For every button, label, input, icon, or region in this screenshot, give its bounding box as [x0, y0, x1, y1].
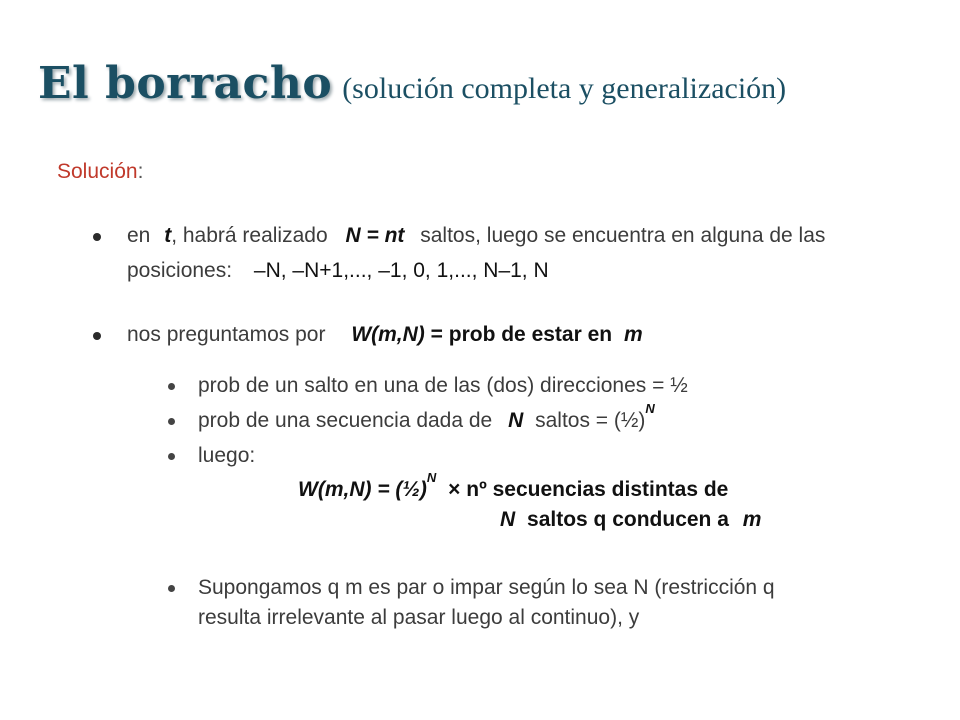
sub4-line1: Supongamos q m es par o impar según lo sea N (restricción q — [198, 576, 775, 599]
solucion-text: Solución — [57, 160, 138, 183]
title-subtitle: (solución completa y generalización) — [342, 72, 787, 105]
sub-bullet-dot — [168, 383, 175, 390]
bullet1-en: en — [127, 224, 151, 247]
var-N: N — [508, 409, 524, 432]
slide-title — [38, 58, 786, 109]
var-m: m — [623, 323, 643, 346]
solucion-label — [57, 160, 143, 184]
formula-exponent: N — [426, 470, 437, 485]
eq-W: W(m,N) — [351, 323, 425, 346]
bullet1-posiciones: posiciones: — [127, 259, 233, 282]
sub-bullet-dot — [168, 585, 175, 592]
sub-bullet-dot — [168, 418, 175, 425]
sub3-line: luego: — [198, 444, 256, 467]
eq-N-nt: N = nt — [345, 224, 405, 247]
bullet1-line2 — [127, 259, 549, 283]
bullet-dot — [93, 233, 101, 241]
formula-line1 — [298, 470, 729, 502]
title-main: El borracho — [38, 58, 333, 109]
var-t: t — [164, 224, 172, 247]
formula-saltos: saltos q conducen a — [527, 508, 729, 531]
formula-m: m — [742, 508, 762, 531]
sub1-line: prob de un salto en una de las (dos) direcciones = ½ — [198, 374, 688, 397]
sub2-exponent: N — [645, 401, 655, 416]
sub4-line2: resulta irrelevante al pasar luego al continuo), y — [198, 606, 640, 629]
formula-N: N — [500, 508, 516, 531]
sub2-saltos: saltos = (½) — [535, 409, 646, 432]
positions-sequence: –N, –N+1,..., –1, 0, 1,..., N–1, N — [253, 259, 549, 282]
bullet2-line — [127, 323, 643, 347]
sub2-line — [198, 401, 655, 433]
bullet2-prob: = prob de estar en — [430, 323, 613, 346]
formula-lhs: W(m,N) = (½) — [298, 478, 427, 501]
bullet2-text: nos preguntamos por — [127, 323, 326, 346]
bullet1-saltos: saltos, luego se encuentra en alguna de las — [420, 224, 826, 247]
bullet1-habra: , habrá realizado — [171, 224, 328, 247]
sub2-text: prob de una secuencia dada de — [198, 409, 493, 432]
bullet-dot — [93, 332, 101, 340]
solucion-colon: : — [137, 160, 144, 183]
bullet1-line1 — [127, 224, 825, 248]
formula-line2 — [500, 508, 761, 532]
sub-bullet-dot — [168, 453, 175, 460]
formula-rhs: × nº secuencias distintas de — [448, 478, 729, 501]
